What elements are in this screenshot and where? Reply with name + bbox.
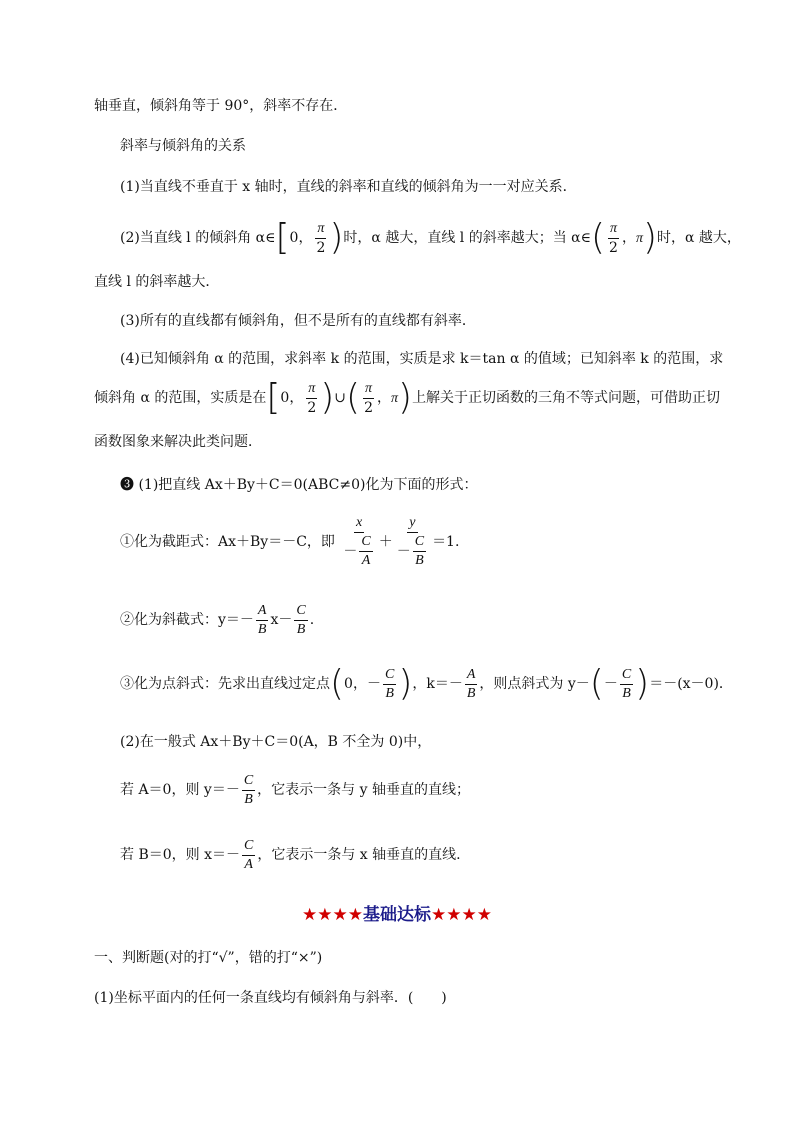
section-heading-slope-angle: 斜率与倾斜角的关系 <box>120 138 246 154</box>
case-A-zero-text-a: 若 A＝0，则 y＝－ <box>120 782 240 798</box>
fraction-y-over-negC-B <box>395 514 430 570</box>
fraction-numerator: C <box>620 666 633 685</box>
fraction-C-over-B <box>242 772 255 809</box>
fraction-numerator: x <box>354 514 364 533</box>
interval-pi: π <box>635 231 643 246</box>
fraction-numerator: C <box>359 533 372 552</box>
relation-item-2-continued: 直线 l 的斜率越大． <box>94 274 220 290</box>
case-B-zero-text-b: ，它表示一条与 x 轴垂直的直线. <box>257 847 461 863</box>
fraction-pi-over-2-b <box>362 380 375 417</box>
case-B-zero <box>120 833 461 877</box>
point-slope-text-a: ③化为点斜式：先求出直线过定点 <box>120 676 330 692</box>
fraction-denominator: A <box>361 553 371 568</box>
fraction-numerator: C <box>294 602 307 621</box>
star-decoration-right: ★★★★ <box>431 905 492 925</box>
fraction-denominator: B <box>244 791 253 807</box>
fraction-numerator: π <box>306 380 317 399</box>
fraction-A-over-B <box>465 666 478 703</box>
intercept-form-equals: ＝1. <box>432 534 460 550</box>
point-slope-text-d: ＝－(x－0)． <box>649 676 733 692</box>
fraction-numerator: C <box>242 772 255 791</box>
point-slope-form <box>120 660 733 708</box>
fraction-numerator: C <box>383 666 396 685</box>
relation-item-2 <box>120 214 741 263</box>
plus-sign: ＋ <box>378 534 393 550</box>
union-symbol: ∪ <box>334 390 347 406</box>
left-bracket: [ <box>275 217 290 258</box>
fraction-numerator: C <box>242 837 255 856</box>
fraction-numerator: y <box>407 514 417 533</box>
right-paren: ) <box>398 377 413 418</box>
interval-pi: π <box>391 391 399 406</box>
fraction-denominator <box>395 533 430 570</box>
intercept-form-text: ①化为截距式：Ax＋By＝－C，即 <box>120 534 335 550</box>
fraction-denominator: 2 <box>364 399 373 416</box>
fraction-A-over-B <box>256 602 269 639</box>
point-slope-text-b: ，k＝－ <box>412 676 463 692</box>
fraction-denominator: B <box>385 685 394 701</box>
general-form-cases-intro: (2)在一般式 Ax＋By＋C＝0(A，B 不全为 0)中， <box>120 734 432 750</box>
question-1: (1)坐标平面内的任何一条直线均有倾斜角与斜率．( ) <box>94 990 447 1006</box>
fraction-denominator <box>341 533 376 570</box>
left-paren: ( <box>589 663 604 704</box>
right-paren: ) <box>329 217 344 258</box>
fraction-pi-over-2 <box>314 220 327 257</box>
star-decoration-left: ★★★★ <box>302 905 363 925</box>
fraction-numerator: A <box>465 666 478 685</box>
fraction-denominator: B <box>622 685 631 701</box>
relation-item-4-text-a: 倾斜角 α 的范围，实质是在 <box>94 390 267 406</box>
paragraph-continuation: 轴垂直，倾斜角等于 90°，斜率不存在． <box>94 98 348 114</box>
slope-intercept-form <box>120 598 314 642</box>
true-false-heading: 一、判断题(对的打“√”，错的打“×”) <box>94 950 323 966</box>
minus-sign: － <box>396 543 411 560</box>
interval-comma: ， <box>289 390 304 406</box>
relation-item-4-line-2 <box>94 374 720 423</box>
fraction-denominator: 2 <box>307 399 317 416</box>
left-paren: ( <box>330 663 345 704</box>
case-A-zero <box>120 768 470 812</box>
relation-item-4-line-3: 函数图象来解决此类问题． <box>94 434 262 450</box>
relation-item-1: (1)当直线不垂直于 x 轴时，直线的斜率和直线的倾斜角为一一对应关系． <box>120 179 577 195</box>
relation-item-2-text-b: 时，α 越大，直线 l 的斜率越大；当 α∈ <box>343 230 591 246</box>
fraction-denominator: A <box>244 856 253 872</box>
fraction-C-over-A <box>242 837 255 874</box>
right-paren: ) <box>398 663 413 704</box>
fraction-numerator: π <box>363 380 374 399</box>
case-B-zero-text-a: 若 B＝0，则 x＝－ <box>120 847 240 863</box>
fraction-denominator: 2 <box>609 239 618 256</box>
minus-sign: － <box>343 543 358 560</box>
interval-comma: ， <box>621 230 636 246</box>
fraction-numerator: π <box>315 220 326 239</box>
left-bracket: [ <box>266 377 281 418</box>
point-slope-text-c: ，则点斜式为 y－ <box>479 676 590 692</box>
slope-intercept-text-b: x－ <box>270 612 293 628</box>
fraction-C-over-B <box>620 666 633 703</box>
fraction-C-over-B <box>383 666 396 703</box>
right-paren: ) <box>642 217 658 258</box>
interval-zero: 0 <box>280 390 290 406</box>
fraction-C-over-B <box>294 602 307 639</box>
minus-sign: － <box>603 676 618 692</box>
fraction-numerator: C <box>413 533 426 552</box>
fraction-x-over-negC-A <box>341 514 376 570</box>
fraction-denominator: 2 <box>316 239 326 256</box>
interval-comma: ， <box>298 230 313 246</box>
relation-item-4-text-b: 上解关于正切函数的三角不等式问题，可借助正切 <box>412 390 721 406</box>
left-paren: ( <box>590 217 606 258</box>
case-A-zero-text-b: ，它表示一条与 y 轴垂直的直线； <box>257 782 470 798</box>
relation-item-4-line-1: (4)已知倾斜角 α 的范围，求斜率 k 的范围，实质是求 k＝tan α 的值域；已知斜率 k 的范围，求 <box>120 351 724 367</box>
fraction-pi-over-2 <box>305 380 318 417</box>
left-paren: ( <box>346 377 361 418</box>
section-title-basic-practice <box>0 900 794 925</box>
interval-zero: 0 <box>289 230 299 246</box>
fraction-denominator: B <box>466 685 476 701</box>
section-title-text: 基础达标 <box>363 905 431 925</box>
slope-intercept-period: . <box>309 612 315 628</box>
interval-comma: ， <box>377 390 391 406</box>
fraction-numerator: A <box>256 602 269 621</box>
fraction-denominator: B <box>257 621 267 637</box>
minus-sign: － <box>366 676 381 692</box>
fraction-numerator: π <box>608 220 619 239</box>
intercept-form <box>120 512 459 572</box>
fraction-pi-over-2-b <box>607 220 620 257</box>
fraction-denominator: B <box>296 621 306 637</box>
slope-intercept-text-a: ②化为斜截式：y＝－ <box>120 612 254 628</box>
fraction-C-over-A <box>359 533 372 570</box>
point-zero: 0 <box>344 676 353 692</box>
right-paren: ) <box>635 663 650 704</box>
relation-item-2-text-a: (2)当直线 l 的倾斜角 α∈ <box>120 230 276 246</box>
relation-item-3: (3)所有的直线都有倾斜角，但不是所有的直线都有斜率． <box>120 313 476 329</box>
general-form-intro: ❸ (1)把直线 Ax＋By＋C＝0(ABC≠0)化为下面的形式： <box>120 477 478 493</box>
point-comma: ， <box>352 676 367 692</box>
relation-item-2-text-c: 时，α 越大， <box>657 230 741 246</box>
fraction-C-over-B <box>413 533 426 570</box>
fraction-denominator: B <box>415 553 424 568</box>
right-paren: ) <box>320 377 335 418</box>
